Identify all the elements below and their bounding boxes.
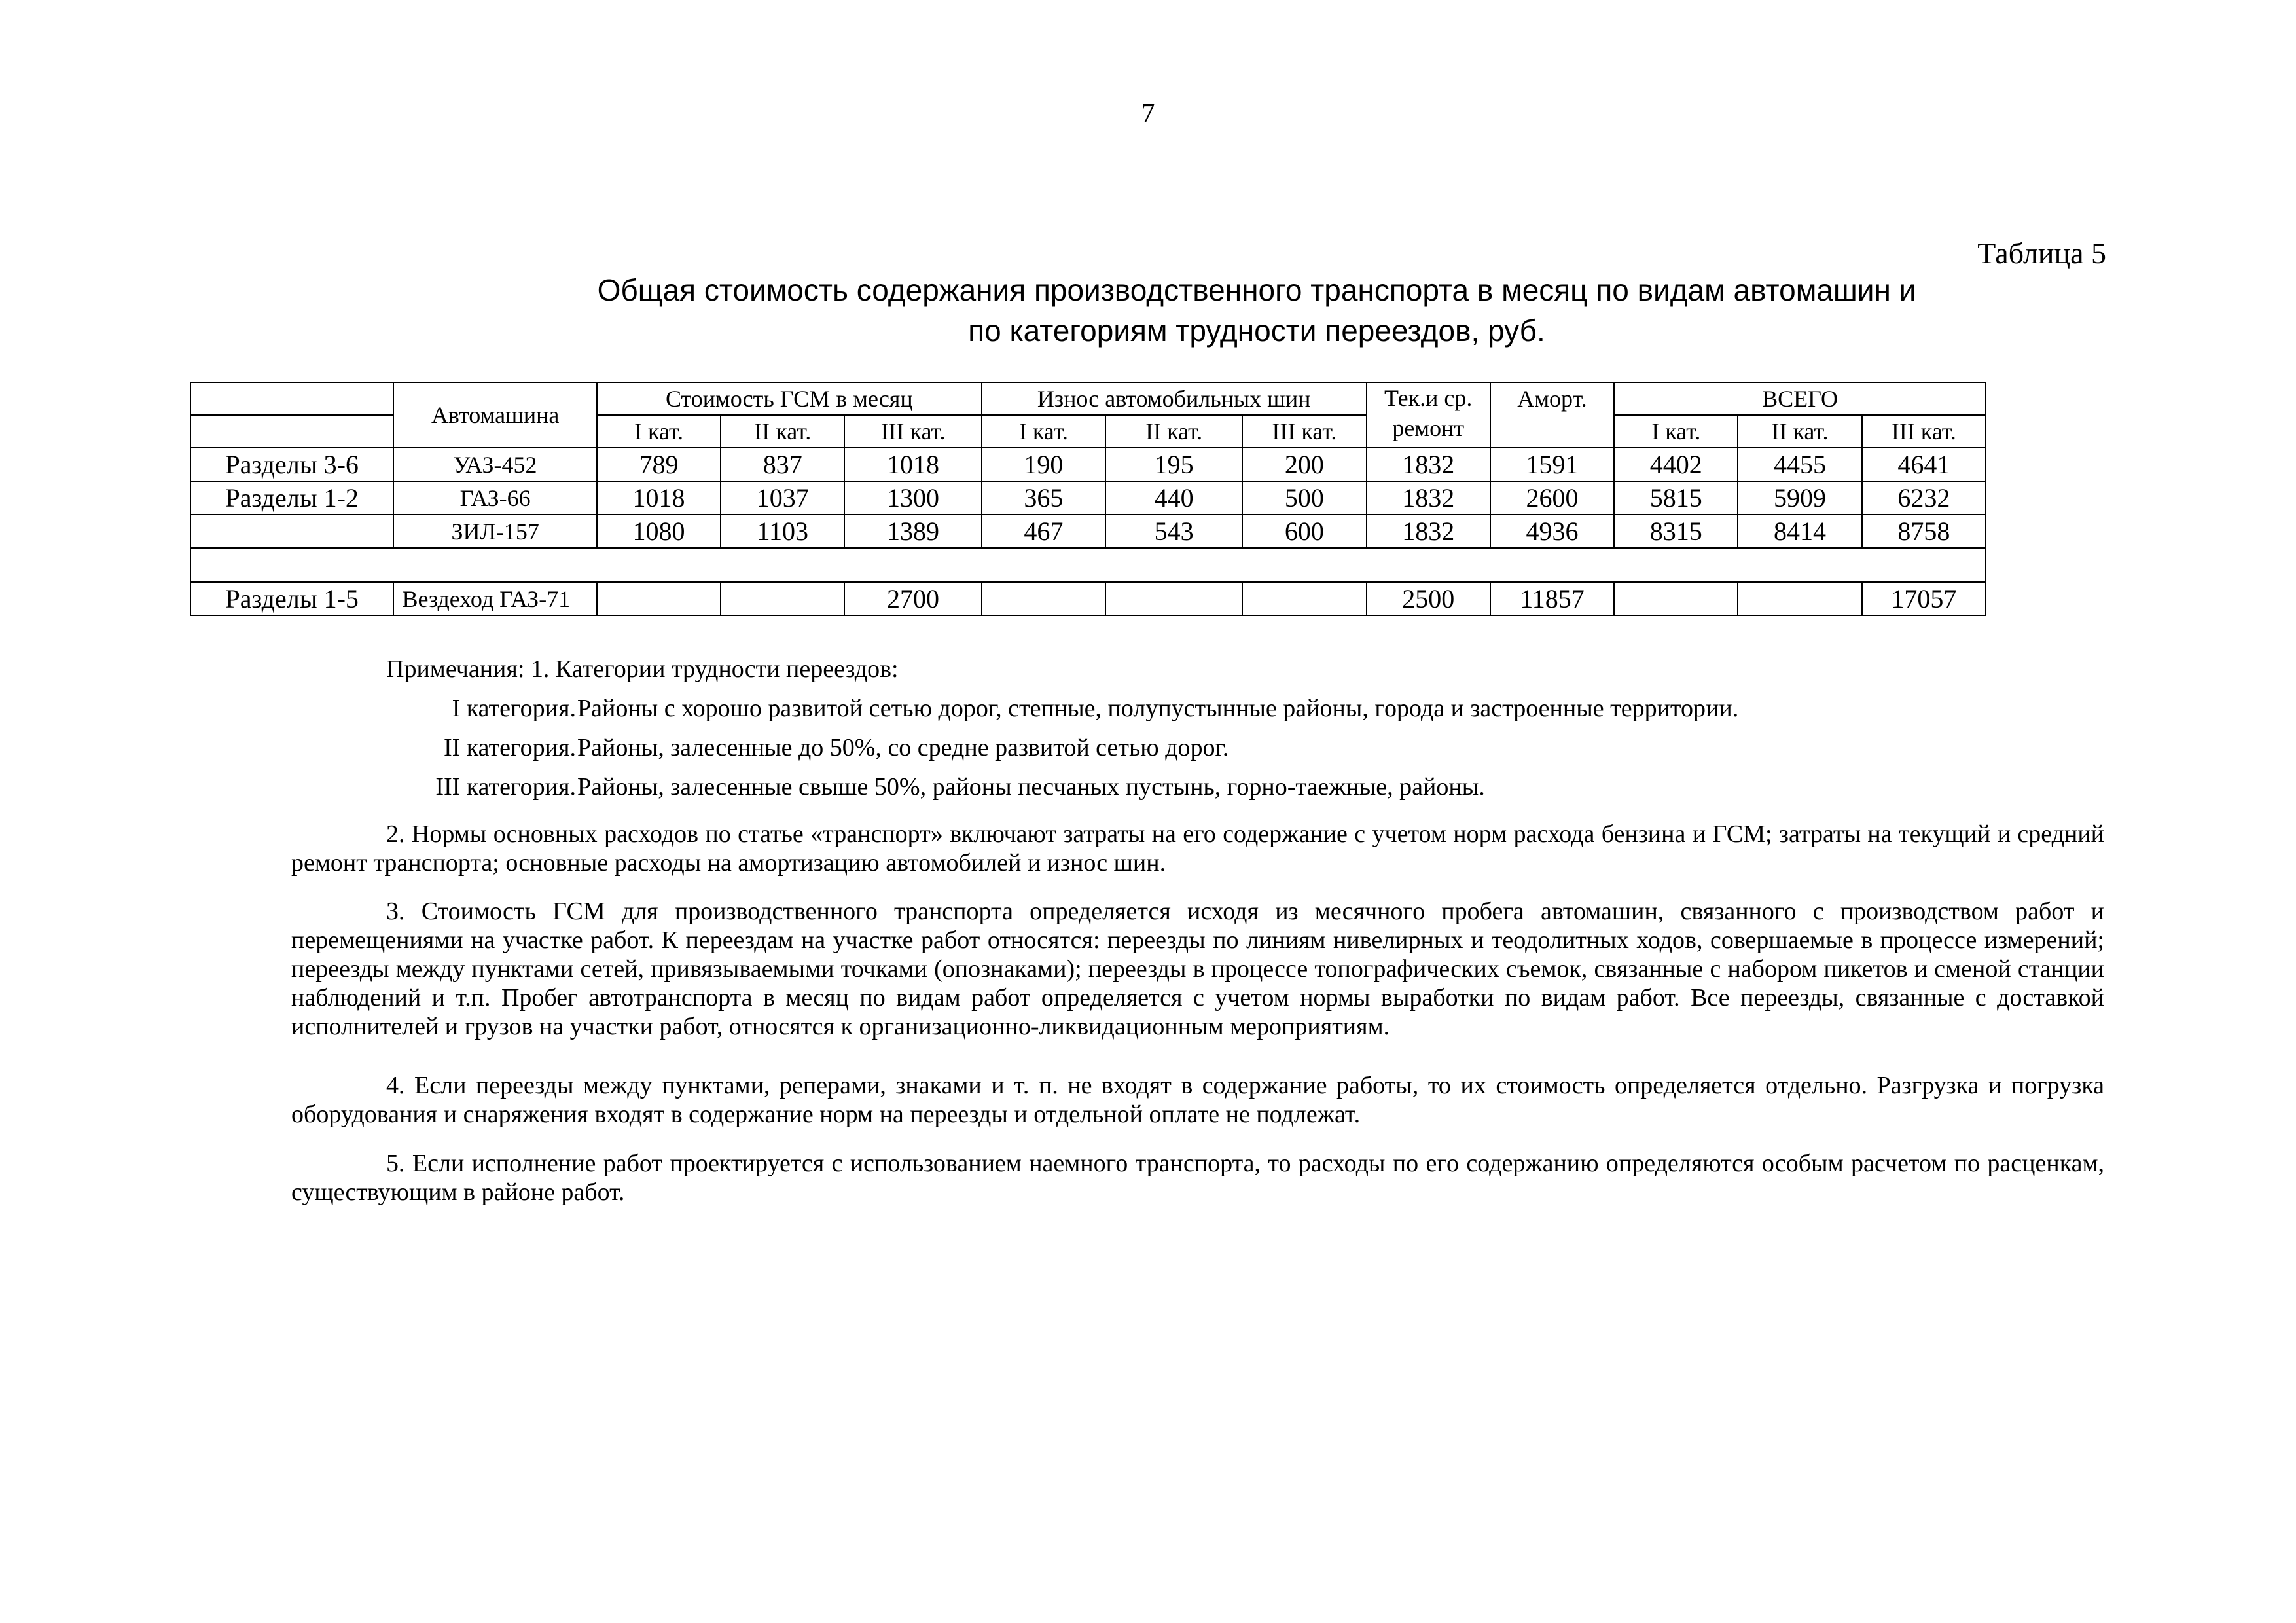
fuel-cat3-cell: 2700 — [844, 582, 981, 615]
notes-intro: Примечания: 1. Категории трудности переездов: — [386, 655, 899, 683]
tires-cat2-cell — [1105, 582, 1242, 615]
header-amort-label: Аморт. — [1517, 386, 1587, 412]
fuel-cat1-cell: 1080 — [597, 515, 721, 548]
table-row — [190, 515, 1986, 548]
header-vehicle — [393, 382, 596, 448]
note-paragraph-2: 2. Нормы основных расходов по статье «транспорт» включают затраты на его содержание с учетом норм расхода бензина и ГСМ; затраты на текущий и средний ремонт транспорта; основные расходы на амортизацию автомобилей и износ шин. — [291, 820, 2104, 877]
total-cat2-cell — [1738, 582, 1861, 615]
table-label: Таблица 5 — [1977, 236, 2106, 270]
total-cat1-cell: 4402 — [1614, 448, 1738, 481]
header-vehicle-label: Автомашина — [431, 402, 560, 428]
total-cat3-cell: 4641 — [1862, 448, 1986, 481]
header-total-group: ВСЕГО — [1614, 382, 1986, 415]
vehicle-cell: ЗИЛ-157 — [393, 515, 596, 548]
header-amort — [1490, 382, 1614, 448]
tires-cat1-cell: 365 — [982, 481, 1105, 515]
category-name: I категория. — [452, 695, 576, 722]
fuel-cat1-cell: 1018 — [597, 481, 721, 515]
total-cat1-cell: 5815 — [1614, 481, 1738, 515]
section-cell — [190, 515, 393, 548]
tires-cat1-cell — [982, 582, 1105, 615]
header-fuel-cat2: II кат. — [721, 415, 844, 448]
header-fuel-cat3: III кат. — [844, 415, 981, 448]
header-total-cat3: III кат. — [1862, 415, 1986, 448]
header-fuel-cat1: I кат. — [597, 415, 721, 448]
tires-cat1-cell: 467 — [982, 515, 1105, 548]
fuel-cat2-cell: 1037 — [721, 481, 844, 515]
fuel-cat2-cell: 837 — [721, 448, 844, 481]
amort-cell: 11857 — [1490, 582, 1614, 615]
category-row — [367, 773, 1485, 801]
tires-cat3-cell: 500 — [1242, 481, 1366, 515]
fuel-cat1-cell — [597, 582, 721, 615]
header-total-cat1: I кат. — [1614, 415, 1738, 448]
header-section-cell-2 — [190, 415, 393, 448]
tires-cat3-cell: 600 — [1242, 515, 1366, 548]
table-title — [576, 270, 1937, 351]
category-name: III категория. — [435, 773, 576, 801]
total-cat2-cell: 5909 — [1738, 481, 1861, 515]
total-cat3-cell: 8758 — [1862, 515, 1986, 548]
section-cell: Разделы 1-2 — [190, 481, 393, 515]
section-cell: Разделы 1-5 — [190, 582, 393, 615]
blank-separator-row — [190, 548, 1986, 582]
header-row-1 — [190, 382, 1986, 415]
header-total-cat2: II кат. — [1738, 415, 1861, 448]
header-tires-group: Износ автомобильных шин — [982, 382, 1367, 415]
repair-cell: 2500 — [1367, 582, 1490, 615]
fuel-cat3-cell: 1300 — [844, 481, 981, 515]
repair-cell: 1832 — [1367, 481, 1490, 515]
blank-separator-cell — [190, 548, 1986, 582]
tires-cat1-cell: 190 — [982, 448, 1105, 481]
category-desc: Районы, залесенные до 50%, со средне развитой сетью дорог. — [577, 734, 1229, 761]
total-cat1-cell — [1614, 582, 1738, 615]
header-repair — [1367, 382, 1490, 448]
section-cell: Разделы 3-6 — [190, 448, 393, 481]
tires-cat2-cell: 543 — [1105, 515, 1242, 548]
vehicle-cell: ГАЗ-66 — [393, 481, 596, 515]
header-tires-cat1: I кат. — [982, 415, 1105, 448]
total-cat1-cell: 8315 — [1614, 515, 1738, 548]
header-fuel-group: Стоимость ГСМ в месяц — [597, 382, 982, 415]
fuel-cat3-cell: 1018 — [844, 448, 981, 481]
fuel-cat1-cell: 789 — [597, 448, 721, 481]
amort-cell: 1591 — [1490, 448, 1614, 481]
tires-cat3-cell — [1242, 582, 1366, 615]
page-number: 7 — [1141, 99, 1155, 129]
table-row — [190, 481, 1986, 515]
total-cat2-cell: 4455 — [1738, 448, 1861, 481]
header-tires-cat3: III кат. — [1242, 415, 1366, 448]
repair-cell: 1832 — [1367, 515, 1490, 548]
total-cat2-cell: 8414 — [1738, 515, 1861, 548]
amort-cell: 4936 — [1490, 515, 1614, 548]
fuel-cat3-cell: 1389 — [844, 515, 981, 548]
category-name: II категория. — [443, 734, 576, 761]
total-cat3-cell: 17057 — [1862, 582, 1986, 615]
header-repair-line2: ремонт — [1392, 415, 1465, 441]
tires-cat2-cell: 195 — [1105, 448, 1242, 481]
category-desc: Районы, залесенные свыше 50%, районы песчаных пустынь, горно-таежные, районы. — [577, 773, 1485, 801]
fuel-cat2-cell — [721, 582, 844, 615]
note-paragraph-4: 4. Если переезды между пунктами, реперами, знаками и т. п. не входят в содержание работы, то их стоимость определяется отдельно. Разгрузка и погрузка оборудования и снаряжения входят в содержание норм на переезды и отдельной оплате не подлежат. — [291, 1072, 2104, 1128]
fuel-cat2-cell: 1103 — [721, 515, 844, 548]
header-repair-line1: Тек.и ср. — [1384, 385, 1473, 411]
note-paragraph-5: 5. Если исполнение работ проектируется с использованием наемного транспорта, то расходы по его содержанию определяются особым расчетом по расценкам, существующим в районе работ. — [291, 1150, 2104, 1206]
title-line-2: по категориям трудности переездов, руб. — [968, 314, 1545, 348]
vehicle-cell: УАЗ-452 — [393, 448, 596, 481]
table-row — [190, 448, 1986, 481]
note-paragraph-3: 3. Стоимость ГСМ для производственного транспорта определяется исходя из месячного пробега автомашин, связанного с производством работ и перемещениями на участке работ. К переездам на участке работ относятся: переезды по линиям нивелирных и теодолитных ходов, совершаемые в процессе измерений; переезды между пунктами сетей, привязываемыми точками (опознаками); переезды в процессе топографических съемок, связанные с набором пикетов и сменой станции наблюдений и т.п. Пробег автотранспорта в месяц по видам работ определяется с учетом нормы выработки по видам работ. Все переезды, связанные с доставкой исполнителей и грузов на участки работ, относятся к организационно-ликвидационным мероприятиям. — [291, 898, 2104, 1040]
table-row — [190, 582, 1986, 615]
title-line-1: Общая стоимость содержания производственного транспорта в месяц по видам автомашин и — [597, 273, 1916, 307]
repair-cell: 1832 — [1367, 448, 1490, 481]
header-tires-cat2: II кат. — [1105, 415, 1242, 448]
tires-cat3-cell: 200 — [1242, 448, 1366, 481]
category-desc: Районы с хорошо развитой сетью дорог, степные, полупустынные районы, города и застроенные территории. — [577, 695, 1739, 722]
total-cat3-cell: 6232 — [1862, 481, 1986, 515]
header-section-cell — [190, 382, 393, 415]
cost-table — [190, 382, 1986, 616]
amort-cell: 2600 — [1490, 481, 1614, 515]
tires-cat2-cell: 440 — [1105, 481, 1242, 515]
category-row — [367, 694, 1739, 723]
vehicle-cell: Вездеход ГАЗ-71 — [393, 582, 596, 615]
category-row — [367, 733, 1229, 762]
